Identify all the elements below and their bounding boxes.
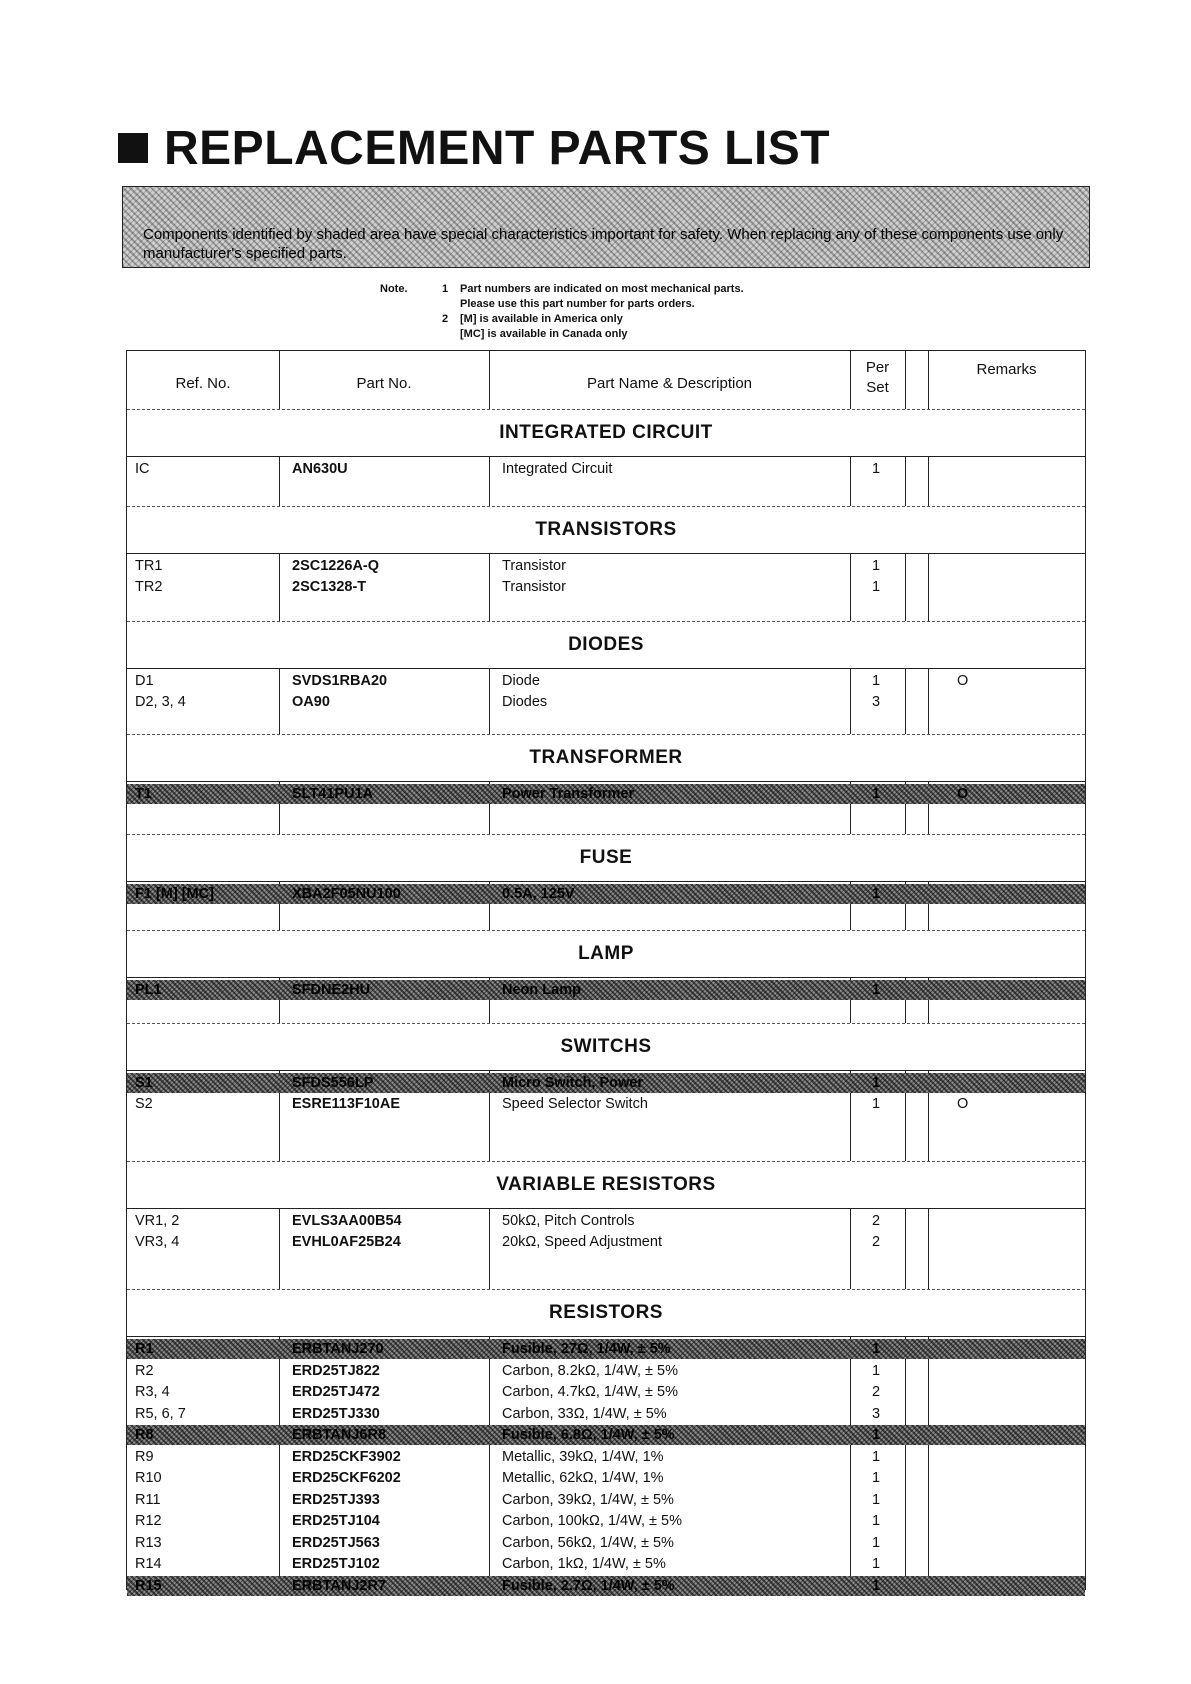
description-cell: 20kΩ, Speed Adjustment: [502, 1234, 662, 1250]
ref-cell: D1: [135, 673, 154, 689]
quantity-cell: 1: [871, 1096, 881, 1112]
ref-cell: S1: [135, 1075, 153, 1091]
quantity-cell: 1: [871, 1427, 881, 1443]
quantity-cell: 1: [871, 673, 881, 689]
section-header: [127, 506, 1085, 554]
table-row: [127, 1211, 1085, 1231]
description-cell: 50kΩ, Pitch Controls: [502, 1213, 635, 1229]
ref-cell: R10: [135, 1470, 162, 1486]
section-header: [127, 834, 1085, 882]
ref-cell: R8: [135, 1427, 154, 1443]
header-set: Set: [866, 379, 889, 396]
ref-cell: VR1, 2: [135, 1213, 180, 1229]
table-row: [127, 1511, 1085, 1531]
table-row: [127, 1425, 1085, 1445]
ref-cell: R13: [135, 1534, 162, 1551]
part-no-cell: SFDS556LP: [292, 1075, 374, 1091]
section-title: TRANSISTORS: [535, 519, 677, 540]
ref-cell: D2, 3, 4: [135, 694, 186, 710]
note-number: 2: [442, 313, 449, 325]
table-row: [127, 556, 1085, 576]
part-no-cell: ESRE113F10AE: [292, 1096, 401, 1112]
table-row: [127, 577, 1085, 597]
table-row: [127, 1490, 1085, 1510]
ref-cell: R9: [135, 1448, 154, 1465]
part-no-cell: ERBTANJ6R8: [292, 1427, 387, 1443]
part-no-cell: SLT41PU1A: [292, 786, 374, 802]
part-no-cell: EVHL0AF25B24: [292, 1234, 401, 1250]
description-cell: Power Transformer: [502, 786, 635, 802]
quantity-cell: 1: [871, 1448, 881, 1465]
description-cell: Metallic, 39kΩ, 1/4W, 1%: [502, 1448, 664, 1465]
table-row: [127, 1094, 1085, 1114]
safety-warning-box: [122, 186, 1090, 268]
note-line: [MC] is available in Canada only: [460, 328, 628, 340]
part-no-cell: ERD25TJ472: [292, 1384, 380, 1400]
table-row: [127, 1404, 1085, 1424]
ref-cell: R12: [135, 1513, 162, 1529]
ref-cell: F1 [M] [MC]: [135, 886, 214, 902]
part-no-cell: ERD25TJ822: [292, 1362, 380, 1379]
part-no-cell: OA90: [292, 694, 330, 710]
quantity-cell: 2: [871, 1384, 881, 1400]
page-title-block: [118, 118, 830, 178]
quantity-cell: 1: [871, 1577, 881, 1594]
ref-cell: T1: [135, 786, 152, 802]
quantity-cell: 1: [871, 1534, 881, 1551]
section-title: FUSE: [579, 847, 633, 868]
quantity-cell: 1: [871, 1341, 881, 1357]
table-row: [127, 459, 1085, 479]
quantity-cell: 1: [871, 1075, 881, 1091]
description-cell: Fusible, 2.7Ω, 1/4W, ± 5%: [502, 1577, 675, 1594]
table-row: [127, 1554, 1085, 1574]
page-title: REPLACEMENT PARTS LIST: [164, 121, 831, 175]
remarks-cell: O: [957, 786, 969, 802]
part-no-cell: AN630U: [292, 461, 348, 477]
quantity-cell: 3: [871, 1405, 881, 1422]
part-no-cell: ERD25TJ104: [292, 1513, 380, 1529]
part-no-cell: ERD25TJ563: [292, 1534, 380, 1551]
quantity-cell: 1: [871, 461, 881, 477]
part-no-cell: SVDS1RBA20: [292, 673, 388, 689]
safety-warning-text: Components identified by shaded area have special characteristics important for safety. When replacing any of these components use only manufacturer's specified parts.: [143, 226, 1064, 262]
description-cell: Carbon, 4.7kΩ, 1/4W, ± 5%: [502, 1384, 678, 1400]
quantity-cell: 1: [871, 1556, 881, 1572]
description-cell: Fusible, 27Ω, 1/4W, ± 5%: [502, 1341, 671, 1357]
part-no-cell: ERD25TJ330: [292, 1405, 380, 1422]
quantity-cell: 1: [871, 1470, 881, 1486]
description-cell: Metallic, 62kΩ, 1/4W, 1%: [502, 1470, 664, 1486]
section-header: [127, 1023, 1085, 1071]
description-cell: Carbon, 33Ω, 1/4W, ± 5%: [502, 1405, 667, 1422]
note-line: Please use this part number for parts orders.: [460, 298, 695, 310]
part-no-cell: ERD25TJ102: [292, 1556, 380, 1572]
description-cell: Micro Switch, Power: [502, 1075, 643, 1091]
part-no-cell: SFDNE2HU: [292, 982, 371, 998]
ref-cell: R5, 6, 7: [135, 1405, 186, 1422]
part-no-cell: 2SC1226A-Q: [292, 558, 380, 574]
description-cell: Speed Selector Switch: [502, 1096, 648, 1112]
note-number: 1: [442, 283, 449, 295]
ref-cell: IC: [135, 461, 150, 477]
description-cell: 0.5A, 125V: [502, 886, 575, 902]
description-cell: Neon Lamp: [502, 982, 581, 998]
table-row: [127, 671, 1085, 691]
section-title: VARIABLE RESISTORS: [496, 1174, 716, 1195]
ref-cell: S2: [135, 1096, 153, 1112]
table-row: [127, 1232, 1085, 1252]
description-cell: Carbon, 8.2kΩ, 1/4W, ± 5%: [502, 1362, 678, 1379]
parts-table: [126, 350, 1086, 1594]
ref-cell: TR2: [135, 579, 163, 595]
ref-cell: R3, 4: [135, 1384, 170, 1400]
ref-cell: R1: [135, 1341, 154, 1357]
table-row: [127, 884, 1085, 904]
part-no-cell: ERBTANJ270: [292, 1341, 384, 1357]
header-ref-no: Ref. No.: [175, 375, 231, 392]
part-no-cell: ERD25CKF6202: [292, 1470, 401, 1486]
description-cell: Transistor: [502, 579, 566, 595]
remarks-cell: O: [957, 1096, 969, 1112]
quantity-cell: 2: [871, 1213, 881, 1229]
quantity-cell: 2: [871, 1234, 881, 1250]
note-label: Note.: [380, 283, 408, 295]
ref-cell: R14: [135, 1556, 162, 1572]
table-row: [127, 1533, 1085, 1553]
title-square-icon: [118, 133, 148, 163]
table-row: [127, 1361, 1085, 1381]
ref-cell: VR3, 4: [135, 1234, 180, 1250]
table-row: [127, 1447, 1085, 1467]
quantity-cell: 1: [871, 1513, 881, 1529]
part-no-cell: 2SC1328-T: [292, 579, 367, 595]
section-header: [127, 409, 1085, 457]
section-title: SWITCHS: [560, 1036, 652, 1057]
part-no-cell: ERBTANJ2R7: [292, 1577, 387, 1594]
header-remarks: Remarks: [976, 361, 1037, 378]
description-cell: Diodes: [502, 694, 548, 710]
ref-cell: PL1: [135, 982, 162, 998]
description-cell: Integrated Circuit: [502, 461, 613, 477]
quantity-cell: 1: [871, 1491, 881, 1508]
note-line: [M] is available in America only: [460, 313, 623, 325]
table-row: [127, 1382, 1085, 1402]
description-cell: Fusible, 6.8Ω, 1/4W, ± 5%: [502, 1427, 675, 1443]
section-header: [127, 1161, 1085, 1209]
ref-cell: R11: [135, 1491, 161, 1508]
table-row: [127, 980, 1085, 1000]
table-row: [127, 1073, 1085, 1093]
header-per: Per: [865, 359, 890, 376]
section-header: [127, 621, 1085, 669]
header-part-no: Part No.: [356, 375, 412, 392]
ref-cell: R15: [135, 1577, 162, 1594]
note-line: Part numbers are indicated on most mechanical parts.: [460, 283, 744, 295]
part-no-cell: ERD25TJ393: [292, 1491, 380, 1508]
section-header: [127, 930, 1085, 978]
ref-cell: R2: [135, 1362, 154, 1379]
description-cell: Transistor: [502, 558, 566, 574]
section-title: INTEGRATED CIRCUIT: [499, 422, 713, 443]
table-row: [127, 1468, 1085, 1488]
description-cell: Carbon, 39kΩ, 1/4W, ± 5%: [502, 1491, 674, 1508]
header-description: Part Name & Description: [586, 375, 753, 392]
section-title: LAMP: [578, 943, 634, 964]
quantity-cell: 1: [871, 786, 881, 802]
section-title: RESISTORS: [549, 1302, 663, 1323]
quantity-cell: 1: [871, 1362, 881, 1379]
description-cell: Carbon, 100kΩ, 1/4W, ± 5%: [502, 1513, 682, 1529]
quantity-cell: 1: [871, 558, 881, 574]
table-row: [127, 1576, 1085, 1596]
description-cell: Diode: [502, 673, 540, 689]
table-row: [127, 784, 1085, 804]
table-row: [127, 692, 1085, 712]
section-header: [127, 734, 1085, 782]
quantity-cell: 1: [871, 886, 881, 902]
quantity-cell: 3: [871, 694, 881, 710]
description-cell: Carbon, 56kΩ, 1/4W, ± 5%: [502, 1534, 674, 1551]
part-no-cell: XBA2F05NU100: [292, 886, 401, 902]
part-no-cell: EVLS3AA00B54: [292, 1213, 402, 1229]
quantity-cell: 1: [871, 579, 881, 595]
part-no-cell: ERD25CKF3902: [292, 1448, 401, 1465]
section-header: [127, 1289, 1085, 1337]
ref-cell: TR1: [135, 558, 163, 574]
remarks-cell: O: [957, 673, 969, 689]
table-row: [127, 1339, 1085, 1359]
section-title: TRANSFORMER: [529, 747, 683, 768]
section-title: DIODES: [568, 634, 644, 655]
description-cell: Carbon, 1kΩ, 1/4W, ± 5%: [502, 1556, 666, 1572]
quantity-cell: 1: [871, 982, 881, 998]
